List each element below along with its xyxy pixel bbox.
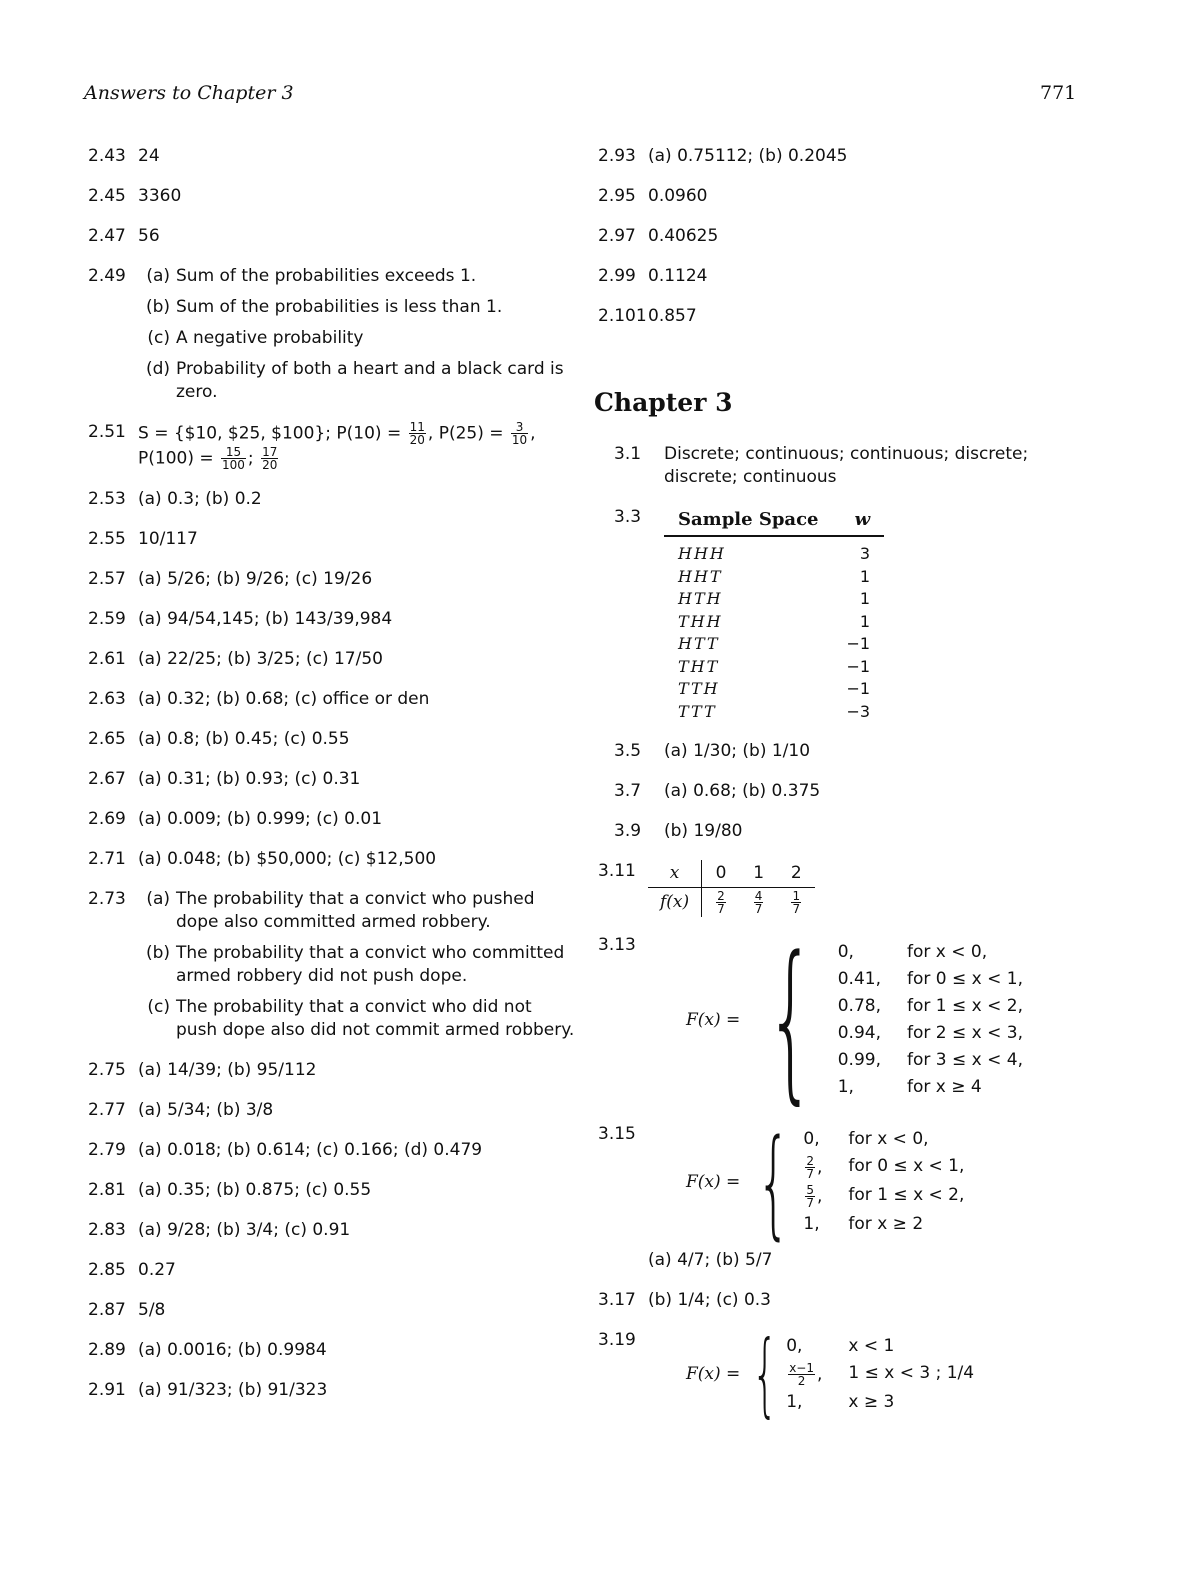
case-condition: for x < 0, — [907, 942, 988, 962]
case-value: $\frac{x-1}{2}$ , — [789, 1361, 823, 1388]
answer-item — [88, 1059, 578, 1082]
answer-item — [598, 145, 1088, 168]
table-row — [664, 701, 884, 724]
answer-number: 2.53 — [88, 489, 126, 509]
left-column — [88, 145, 578, 1419]
case-condition: 1 ≤ x < 3 ; 1/4 — [848, 1363, 975, 1383]
left-brace: { — [766, 919, 816, 1120]
outcome-cell: HHH — [678, 544, 726, 563]
part-label: (b) — [145, 943, 170, 963]
answer-part — [138, 265, 578, 288]
answer-item — [598, 1113, 1088, 1251]
answer-item — [88, 1099, 578, 1122]
answer-number: 2.87 — [88, 1300, 126, 1320]
f-value — [740, 888, 778, 918]
answer-item — [88, 568, 578, 591]
answer-item — [88, 1179, 578, 1202]
case-condition: for 2 ≤ x < 3, — [907, 1023, 1023, 1043]
answer-text: (a) 94/54,145; (b) 143/39,984 — [138, 609, 393, 629]
p25-label: P(25) = — [438, 423, 509, 444]
column-header: w — [833, 508, 885, 536]
p10-fraction — [409, 421, 426, 446]
part-label: (c) — [147, 997, 170, 1017]
case-value: $\frac{2}{7}$ , — [806, 1154, 823, 1181]
table-row — [664, 678, 884, 701]
denominator: 7 — [806, 1196, 815, 1210]
answer-text: (a) 0.0016; (b) 0.9984 — [138, 1340, 327, 1360]
answer-number: 2.63 — [88, 689, 126, 709]
page-number: 771 — [1040, 82, 1077, 104]
case-condition: for x ≥ 4 — [907, 1077, 982, 1097]
x-label: x — [648, 860, 702, 888]
p100-fraction — [221, 446, 246, 471]
case-condition: for x ≥ 2 — [848, 1214, 924, 1234]
answer-text: 0.857 — [648, 306, 697, 326]
answer-text: (a) 0.68; (b) 0.375 — [664, 781, 821, 801]
answer-item — [598, 740, 1088, 763]
answer-number: 2.91 — [88, 1380, 126, 1400]
answer-text: 56 — [138, 226, 160, 246]
answer-text: (a) 0.009; (b) 0.999; (c) 0.01 — [138, 809, 383, 829]
answer-item — [88, 265, 578, 404]
answer-text: (a) 91/323; (b) 91/323 — [138, 1380, 328, 1400]
answer-item — [88, 808, 578, 831]
case-condition: for 3 ≤ x < 4, — [907, 1050, 1023, 1070]
answer-text: Discrete; continuous; continuous; discrete; discrete; continuous — [664, 444, 1029, 487]
case-value: 1, — [837, 1077, 854, 1097]
part-label: (a) — [146, 266, 170, 286]
answer-number: 2.71 — [88, 849, 126, 869]
answer-text: 24 — [138, 146, 160, 166]
answer-text: (a) 0.32; (b) 0.68; (c) office or den — [138, 689, 430, 709]
value-cell: 1 — [859, 611, 871, 631]
part-text: Sum of the probabilities exceeds 1. — [176, 266, 477, 286]
answer-number: 2.67 — [88, 769, 126, 789]
denominator: 20 — [409, 433, 425, 447]
numerator: 17 — [262, 445, 278, 459]
answer-number: 2.45 — [88, 186, 126, 206]
answer-item — [88, 1299, 578, 1322]
math-line — [138, 421, 578, 446]
answer-number: 2.55 — [88, 529, 126, 549]
part-text: Sum of the probabilities is less than 1. — [176, 297, 503, 317]
answer-item — [598, 443, 1088, 489]
answer-number: 2.47 — [88, 226, 126, 246]
answer-item — [598, 225, 1088, 248]
case-value: 0.94, — [837, 1023, 881, 1043]
denominator: 7 — [754, 902, 763, 916]
table-row — [664, 588, 884, 611]
x-value: 1 — [740, 860, 778, 888]
answer-number: 2.95 — [598, 186, 636, 206]
case-value: 0, — [786, 1336, 803, 1356]
part-text: Probability of both a heart and a black card is zero. — [176, 359, 564, 402]
probability-fraction — [791, 890, 801, 915]
answer-text: (a) 0.35; (b) 0.875; (c) 0.55 — [138, 1180, 372, 1200]
value-cell: 1 — [859, 589, 871, 608]
answer-text: (b) 19/80 — [664, 821, 743, 841]
case-value: 1, — [803, 1214, 820, 1234]
answer-item — [88, 1379, 578, 1402]
answer-number: 3.15 — [598, 1124, 636, 1144]
chapter-heading: Chapter 3 — [594, 388, 733, 417]
table-header-row — [664, 508, 884, 536]
answer-item — [88, 488, 578, 511]
f-value — [777, 888, 815, 918]
answer-parts — [138, 888, 578, 1042]
denominator: 100 — [222, 458, 245, 472]
f-label: f(x) — [648, 888, 702, 918]
denominator: 7 — [792, 902, 801, 916]
table-row — [648, 888, 815, 918]
answer-number: 3.5 — [614, 741, 642, 761]
denominator: 20 — [262, 458, 278, 472]
answer-number: 2.89 — [88, 1340, 126, 1360]
answer-text: (a) 14/39; (b) 95/112 — [138, 1060, 317, 1080]
running-header-title: Answers to Chapter 3 — [84, 82, 294, 104]
answer-text: (a) 0.8; (b) 0.45; (c) 0.55 — [138, 729, 350, 749]
table-row — [664, 656, 884, 679]
table-row — [648, 860, 815, 888]
answer-number: 2.101 — [598, 306, 647, 326]
table-row — [664, 633, 884, 656]
part-text: The probability that a convict who pushed dope also committed armed robbery. — [176, 889, 535, 932]
numerator: 4 — [754, 889, 763, 903]
outcome-cell: THH — [678, 611, 723, 631]
part-label: (a) — [146, 889, 170, 909]
answer-item — [88, 688, 578, 711]
answer-item — [88, 728, 578, 751]
cases — [803, 1128, 964, 1236]
semicolon: ; — [247, 448, 260, 469]
answer-number: 3.19 — [598, 1330, 636, 1350]
denominator: 7 — [717, 902, 725, 916]
value-cell: −1 — [846, 634, 871, 653]
answer-text: (a) 22/25; (b) 3/25; (c) 17/50 — [138, 649, 383, 669]
sample-space-table — [664, 508, 884, 723]
answer-text: (a) 0.75112; (b) 0.2045 — [648, 146, 848, 166]
part-label: (b) — [145, 297, 170, 317]
case-condition: x ≥ 3 — [848, 1392, 895, 1412]
answer-parts — [138, 265, 578, 404]
answer-text: (a) 5/26; (b) 9/26; (c) 19/26 — [138, 569, 373, 589]
answer-number: 2.61 — [88, 649, 126, 669]
answer-number: 2.69 — [88, 809, 126, 829]
answer-number: 2.73 — [88, 889, 126, 909]
case-condition: for x < 0, — [848, 1129, 929, 1149]
answer-item — [88, 528, 578, 551]
comma: , — [427, 423, 439, 444]
answer-item — [88, 145, 578, 168]
denominator: 2 — [797, 1374, 806, 1388]
answer-text: (a) 0.3; (b) 0.2 — [138, 489, 262, 509]
answer-number: 2.51 — [88, 422, 126, 442]
answer-part — [138, 296, 578, 319]
value-cell: 3 — [859, 544, 871, 563]
outcome-cell: HTT — [678, 634, 720, 653]
numerator: 15 — [221, 446, 246, 459]
p100-label: P(100) = — [138, 448, 220, 469]
case-value: 0.78, — [837, 996, 881, 1016]
answer-item — [88, 648, 578, 671]
answer-item — [88, 608, 578, 631]
value-cell: 1 — [859, 566, 871, 586]
answer-text: (b) 1/4; (c) 0.3 — [648, 1290, 772, 1310]
answer-text: 0.40625 — [648, 226, 719, 246]
x-value: 2 — [777, 860, 815, 888]
numerator: 2 — [717, 889, 725, 903]
answer-text: 0.1124 — [648, 266, 708, 286]
answer-item — [598, 265, 1088, 288]
answer-item — [598, 506, 1088, 723]
answer-number: 2.85 — [88, 1260, 126, 1280]
answer-number: 2.59 — [88, 609, 126, 629]
outcome-cell: HTH — [678, 589, 723, 608]
table-row — [664, 566, 884, 589]
case-fraction — [805, 1155, 815, 1180]
function-lhs: F(x) = — [686, 1364, 741, 1384]
answer-number: 2.49 — [88, 266, 126, 286]
probability-fraction — [716, 890, 726, 915]
value-cell: −1 — [846, 656, 871, 676]
part-text: The probability that a convict who committed armed robbery did not push dope. — [176, 943, 565, 986]
numerator: 5 — [806, 1183, 815, 1197]
piecewise-function — [686, 1113, 965, 1251]
case-condition: x < 1 — [848, 1336, 895, 1356]
numerator: 3 — [511, 421, 528, 434]
case-value: 0, — [803, 1129, 820, 1149]
case-condition: for 1 ≤ x < 2, — [848, 1185, 965, 1205]
answer-number: 2.93 — [598, 146, 636, 166]
answer-item — [88, 768, 578, 791]
answer-part — [138, 327, 578, 350]
math-line — [138, 446, 578, 471]
piecewise-function — [686, 919, 1023, 1120]
right-column — [594, 145, 1088, 1437]
answer-item — [598, 820, 1088, 843]
answer-text: (a) 1/30; (b) 1/10 — [664, 741, 811, 761]
answer-number: 2.77 — [88, 1100, 126, 1120]
case-value: 1, — [786, 1392, 803, 1412]
part-text: A negative probability — [176, 328, 364, 348]
case-value: 0.99, — [837, 1050, 881, 1070]
answer-text: (a) 5/34; (b) 3/8 — [138, 1100, 274, 1120]
table-row — [664, 536, 884, 566]
denominator: 10 — [511, 433, 528, 447]
p25-fraction — [511, 421, 528, 446]
answer-text: (a) 9/28; (b) 3/4; (c) 0.91 — [138, 1220, 351, 1240]
case-value: $\frac{5}{7}$ , — [806, 1183, 823, 1210]
case-fraction — [788, 1362, 815, 1387]
case-condition: for 0 ≤ x < 1, — [848, 1156, 965, 1176]
answer-item — [598, 860, 1088, 917]
answer-part — [138, 888, 578, 934]
numerator: 11 — [409, 420, 425, 434]
answer-number: 3.17 — [598, 1290, 636, 1310]
answer-number: 2.97 — [598, 226, 636, 246]
answer-item — [88, 888, 578, 1042]
numerator: 2 — [806, 1154, 815, 1168]
answer-item — [88, 848, 578, 871]
answer-part — [138, 942, 578, 988]
table-row — [664, 611, 884, 634]
case-fraction — [805, 1184, 815, 1209]
answer-number: 2.65 — [88, 729, 126, 749]
answer-item — [88, 225, 578, 248]
answer-number: 2.75 — [88, 1060, 126, 1080]
answer-text: 0.0960 — [648, 186, 708, 206]
value-cell: −3 — [846, 701, 871, 721]
answer-math — [138, 421, 578, 471]
case-value: 0.41, — [837, 969, 881, 989]
answer-item — [88, 185, 578, 208]
probability-fraction — [754, 890, 764, 915]
p10-label: P(10) = — [336, 423, 407, 444]
comma: , — [530, 423, 536, 444]
numerator: 1 — [792, 889, 801, 903]
answer-text: 5/8 — [138, 1300, 166, 1320]
answer-item — [88, 421, 578, 471]
answer-item — [598, 780, 1088, 803]
answer-text: (a) 4/7; (b) 5/7 — [648, 1250, 773, 1270]
case-condition: for 0 ≤ x < 1, — [907, 969, 1023, 989]
answer-number: 2.99 — [598, 266, 636, 286]
answer-part — [138, 996, 578, 1042]
x-value: 0 — [702, 860, 740, 888]
answer-number: 3.11 — [598, 861, 636, 881]
case-condition: for 1 ≤ x < 2, — [907, 996, 1023, 1016]
answer-number: 3.13 — [598, 935, 636, 955]
outcome-cell: TTH — [678, 679, 720, 698]
cases — [786, 1335, 974, 1414]
function-lhs: F(x) = — [686, 1171, 741, 1192]
outcome-cell: THT — [678, 656, 720, 676]
answer-number: 2.43 — [88, 146, 126, 166]
piecewise-function — [686, 1322, 975, 1427]
answer-item — [598, 1289, 1088, 1312]
answer-item — [88, 1139, 578, 1162]
answer-part — [138, 358, 578, 404]
value-cell: −1 — [846, 679, 871, 698]
distribution-table — [648, 860, 815, 917]
answer-number: 3.3 — [614, 507, 642, 527]
outcome-cell: HHT — [678, 566, 723, 586]
function-lhs: F(x) = — [686, 1009, 741, 1030]
answer-number: 2.79 — [88, 1140, 126, 1160]
answer-text: (a) 0.018; (b) 0.614; (c) 0.166; (d) 0.479 — [138, 1140, 483, 1160]
part-label: (c) — [147, 328, 170, 348]
part-label: (d) — [145, 359, 170, 379]
f-value — [702, 888, 740, 918]
answer-item — [598, 919, 1088, 1120]
left-brace: { — [752, 1322, 779, 1427]
answer-number: 3.1 — [614, 444, 642, 464]
part-text: The probability that a convict who did not push dope also did not commit armed robbery. — [176, 997, 575, 1040]
answer-item — [88, 1339, 578, 1362]
case-value: 0, — [837, 942, 854, 962]
answer-number: 3.9 — [614, 821, 642, 841]
answer-item — [88, 1259, 578, 1282]
answer-text: 10/117 — [138, 529, 198, 549]
answer-text: (a) 0.048; (b) $50,000; (c) $12,500 — [138, 849, 437, 869]
answer-number: 3.7 — [614, 781, 642, 801]
answer-item — [598, 185, 1088, 208]
denominator: 7 — [806, 1167, 815, 1181]
answer-item — [88, 1219, 578, 1242]
left-brace: { — [756, 1113, 791, 1251]
column-header: Sample Space — [664, 508, 833, 536]
answer-text: 3360 — [138, 186, 182, 206]
answer-item — [598, 305, 1088, 328]
cases — [838, 941, 1023, 1099]
p100-alt-fraction — [261, 446, 278, 471]
answer-number: 2.81 — [88, 1180, 126, 1200]
answer-number: 2.83 — [88, 1220, 126, 1240]
numerator: x−1 — [789, 1361, 814, 1375]
answer-text: (a) 0.31; (b) 0.93; (c) 0.31 — [138, 769, 361, 789]
sample-space-set: S = {$10, $25, $100}; — [138, 423, 337, 444]
answer-item — [598, 1322, 1088, 1427]
outcome-cell: TTT — [678, 701, 717, 721]
answer-number: 2.57 — [88, 569, 126, 589]
answer-text: 0.27 — [138, 1260, 176, 1280]
